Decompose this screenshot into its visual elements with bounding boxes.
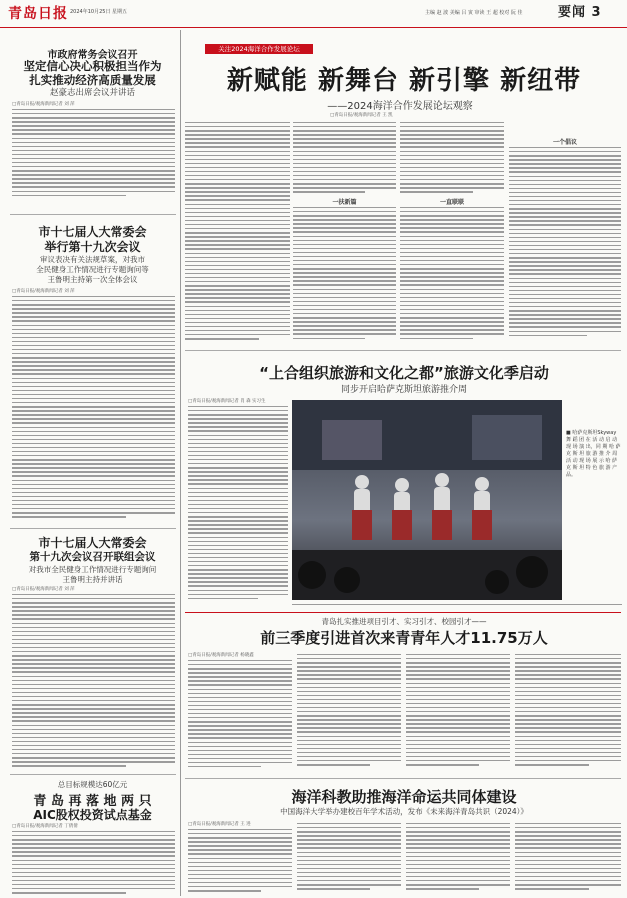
a3-title-2: 第十九次会议召开联组会议 [29, 551, 156, 563]
talent-byline: □青岛日报/观海新闻记者 杨晓鑫 [188, 653, 254, 658]
lead-body-col-1 [185, 122, 290, 344]
a4-byline: □青岛日报/观海新闻记者 丁倩倩 [12, 824, 78, 829]
lead-body-col-3b [400, 207, 504, 344]
a2-body-text [12, 296, 175, 524]
a4-kicker: 总目标规模达60亿元 [57, 780, 128, 789]
a4-body-text [12, 831, 175, 895]
a3-title-1: 市十七届人大常委会 [38, 536, 147, 550]
ocean-body-col-3 [406, 823, 510, 895]
photo-caption: ■ 哈萨克斯坦Skyway 舞 蹈 团 在 活 动 启 动 现 场 演 出，同 期 哈 萨 克 斯 坦 旅 游 推 介 周 活 动 现 场 展 示 哈 萨 克 斯 坦 特 色 旅 游 产 品。 [566, 430, 621, 478]
lead-body-col-2b [293, 207, 396, 344]
talent-headline: 前三季度引进首次来青青年人才11.75万人 [260, 629, 548, 647]
ocean-body-col-4 [515, 823, 621, 895]
ocean-body-col-1 [188, 829, 292, 895]
talent-body-col-4 [515, 654, 621, 772]
a3-body-text [12, 594, 175, 770]
a3-subtitle-1: 对我市全民健身工作情况进行专题询问 [28, 565, 157, 574]
section-label: 要闻 3 [558, 5, 602, 20]
tourism-subtitle: 同步开启哈萨克斯坦旅游推介周 [340, 385, 467, 395]
a4-title-2: AIC股权投资试点基金 [33, 808, 152, 822]
a2-byline: □青岛日报/观海新闻记者 刘 萍 [12, 289, 75, 294]
a1-title-1: 市政府常务会议召开 [47, 50, 138, 61]
lead-section-2: 一直联联 [439, 199, 464, 206]
ocean-subtitle: 中国海洋大学举办建校百年学术活动，发布《未来海洋青岛共识（2024）》 [280, 807, 528, 816]
talent-kicker: 青岛扎实推进项目引才、实习引才、校园引才—— [321, 617, 487, 626]
a2-subtitle-3: 王鲁明主持第一次全体会议 [47, 275, 138, 284]
lead-body-col-3a [400, 122, 504, 194]
tourism-photo [292, 400, 562, 600]
lead-headline: 新赋能 新舞台 新引擎 新纽带 [226, 66, 582, 96]
masthead [0, 0, 627, 28]
column-divider [180, 30, 181, 610]
a1-subtitle: 赵豪志出席会议并讲话 [49, 88, 135, 98]
talent-body-col-1 [188, 660, 292, 772]
talent-body-col-3 [406, 654, 510, 772]
page-number: 3 [591, 5, 602, 20]
tourism-body-col-1 [188, 406, 288, 606]
issue-date: 2024年10月25日 星期五 [70, 9, 128, 15]
newspaper-logo: 青岛日报 [8, 6, 68, 22]
talent-body-col-2 [297, 654, 401, 772]
a3-subtitle-2: 王鲁明主持并讲话 [62, 575, 123, 584]
a3-byline: □青岛日报/观海新闻记者 刘 萍 [12, 587, 75, 592]
tourism-byline: □青岛日报/观海新闻记者 肖 森 实习生 [188, 399, 266, 404]
a2-title-1: 市十七届人大常委会 [38, 225, 147, 239]
a1-body-text [12, 109, 175, 209]
a1-byline: □青岛日报/观海新闻记者 刘 萍 [12, 102, 75, 107]
a2-subtitle-1: 审议表决有关法规草案，对我市 [40, 255, 145, 264]
a2-subtitle-2: 全民健身工作情况进行专题询问等 [36, 265, 149, 274]
a4-title-1: 青 岛 再 落 地 两 只 [33, 794, 152, 809]
ocean-byline: □青岛日报/观海新闻记者 王 进 [188, 822, 251, 827]
topic-tag: 关注2024海洋合作发展论坛 [205, 44, 313, 54]
a2-title-2: 举行第十九次会议 [44, 240, 141, 254]
a1-title-2: 坚定信心决心积极担当作为 [23, 59, 162, 73]
column-divider [180, 610, 181, 896]
editor-credits: 主编 赵 波 美编 吕 寅 审读 王 超 校对 阮 佳 [425, 10, 523, 16]
a1-title-3: 扎实推动经济高质量发展 [29, 73, 156, 87]
lead-body-col-2a [293, 122, 396, 194]
ocean-body-col-2 [297, 823, 401, 895]
lead-section-1: 一扶新篇 [332, 199, 357, 206]
tourism-headline: “上合组织旅游和文化之都”旅游文化季启动 [259, 364, 549, 382]
lead-subtitle: ——2024海洋合作发展论坛观察 [327, 101, 473, 112]
lead-section-3: 一个倡议 [552, 139, 577, 146]
lead-body-col-4 [509, 147, 621, 344]
stage-performance-image [292, 400, 562, 600]
lead-byline: □青岛日报/观海新闻记者 王 凯 [330, 113, 393, 118]
ocean-headline: 海洋科教助推海洋命运共同体建设 [291, 788, 517, 806]
